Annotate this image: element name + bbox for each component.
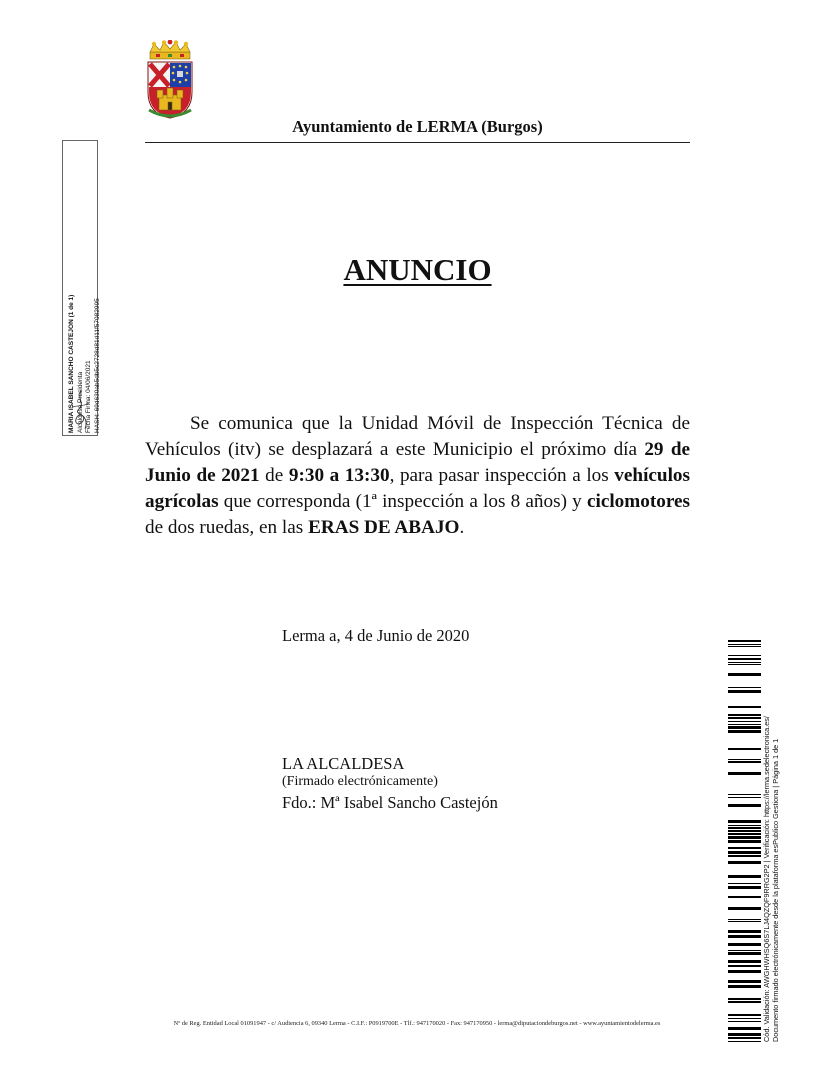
handwritten-signature-icon	[67, 387, 95, 433]
barcode-bar	[728, 965, 761, 967]
barcode-bar	[728, 998, 761, 1000]
document-title: ANUNCIO	[343, 252, 492, 287]
body-text-segment: de dos ruedas, en las	[145, 517, 309, 538]
barcode-bar	[728, 847, 761, 849]
barcode-bar	[728, 960, 761, 963]
stamp-date: Fecha Firma: 04/06/2021	[85, 360, 92, 433]
electronic-signature-note: (Firmado electrónicamente)	[282, 774, 438, 789]
barcode-bar	[728, 673, 761, 676]
barcode-bar	[728, 980, 761, 983]
barcode-bar	[728, 1033, 761, 1036]
barcode-bar	[728, 930, 761, 933]
signer-name: Fdo.: Mª Isabel Sancho Castejón	[282, 793, 498, 812]
barcode-bar	[728, 1014, 761, 1016]
signer-title: LA ALCALDESA	[282, 754, 405, 773]
barcode-bar	[728, 861, 761, 864]
stamp-signer: MARIA ISABEL SANCHO CASTEJON (1 de 1)	[68, 294, 75, 433]
stamp-hash: HASH: 69d630ab5db5c2728d81d11f57082995	[93, 298, 101, 433]
barcode-bar	[728, 985, 761, 988]
barcode-bar	[728, 717, 761, 719]
barcode-bar	[728, 851, 761, 854]
place-and-date: Lerma a, 4 de Junio de 2020	[282, 626, 470, 645]
barcode-bar	[728, 772, 761, 775]
barcode-bar	[728, 952, 761, 955]
barcode-bar	[728, 921, 761, 922]
municipal-coat-of-arms	[142, 40, 198, 120]
barcode-bar	[728, 644, 761, 645]
inspection-date: 29 de Junio de 2021	[145, 439, 691, 486]
crown-icon	[150, 40, 190, 59]
barcode-bar	[728, 886, 761, 889]
inspection-time: 9:30 a 13:30	[288, 465, 390, 486]
body-text-segment: que corresponda (1ª inspección a los 8 años) y	[218, 491, 587, 512]
body-text-segment: .	[459, 517, 465, 538]
barcode-bar	[728, 1018, 761, 1019]
barcode-bar	[728, 714, 761, 716]
stamp-role: Alcaldesa Presidenta	[76, 371, 84, 433]
barcode-bar	[728, 759, 761, 760]
barcode-bar	[728, 896, 761, 898]
validation-barcode	[728, 640, 761, 1043]
barcode-bar	[728, 724, 761, 725]
shield-icon	[148, 62, 192, 118]
header-divider	[145, 142, 690, 143]
validation-code-line: Cód. Validación: AWGHWHSQ6S7LJ4QZQF9RRG2P2 | Verificación: https://lerma.sedelectronica.es/	[762, 716, 771, 1042]
body-text-segment: Se comunica que la Unidad Móvil de Inspección Técnica de Vehículos (itv) se desplazará a este Municipio el próximo día	[145, 413, 690, 460]
barcode-bar	[728, 833, 761, 835]
barcode-bar	[728, 721, 761, 722]
barcode-bar	[728, 690, 761, 693]
barcode-bar	[728, 797, 761, 798]
body-text-segment: de	[259, 465, 289, 486]
platform-line: Documento firmado electrónicamente desde la plataforma esPublico Gestiona | Página 1 de 1	[771, 738, 780, 1042]
announcement-body	[145, 411, 690, 541]
barcode-bar	[728, 640, 761, 642]
barcode-bar	[728, 1001, 761, 1003]
barcode-bar	[728, 794, 761, 795]
barcode-bar	[728, 855, 761, 857]
barcode-bar	[728, 655, 761, 656]
barcode-bar	[728, 825, 761, 826]
barcode-bar	[728, 907, 761, 910]
barcode-bar	[728, 748, 761, 750]
signature-stamp	[62, 140, 101, 436]
barcode-bar	[728, 662, 761, 663]
barcode-bar	[728, 827, 761, 829]
organization-header: Ayuntamiento de LERMA (Burgos)	[292, 117, 543, 136]
barcode-bar	[728, 804, 761, 807]
barcode-bar	[728, 883, 761, 884]
vehicle-type-mopeds: ciclomotores	[586, 491, 690, 512]
barcode-bar	[728, 1037, 761, 1039]
barcode-bar	[728, 830, 761, 832]
barcode-bar	[728, 943, 761, 946]
barcode-bar	[728, 646, 761, 647]
body-text-segment: , para pasar inspección a los	[389, 465, 615, 486]
barcode-bar	[728, 1027, 761, 1030]
barcode-bar	[728, 820, 761, 823]
barcode-bar	[728, 664, 761, 665]
vehicle-type-agricultural: vehículos agrícolas	[145, 465, 690, 512]
barcode-bar	[728, 1041, 761, 1042]
barcode-bar	[728, 706, 761, 708]
inspection-location: ERAS DE ABAJO	[308, 517, 460, 538]
barcode-bar	[728, 1021, 761, 1022]
barcode-bar	[728, 950, 761, 951]
barcode-bar	[728, 761, 761, 763]
barcode-bar	[728, 919, 761, 920]
barcode-bar	[728, 687, 761, 688]
barcode-bar	[728, 875, 761, 878]
validation-text	[762, 642, 786, 1042]
barcode-bar	[728, 970, 761, 973]
footer-contact-info: Nº de Reg. Entidad Local 01091947 - c/ Audiencia 6, 09340 Lerma - C.I.F.: P0919700E - Tlf.: 947170020 - Fax: 947170950 - lerma@diputaciondeburgos.net - www.ayuntamientodelerma.es	[173, 1020, 661, 1027]
barcode-bar	[728, 935, 761, 938]
barcode-bar	[728, 658, 761, 660]
barcode-bar	[728, 836, 761, 839]
barcode-bar	[728, 840, 761, 843]
barcode-bar	[728, 730, 761, 733]
barcode-bar	[728, 726, 761, 729]
